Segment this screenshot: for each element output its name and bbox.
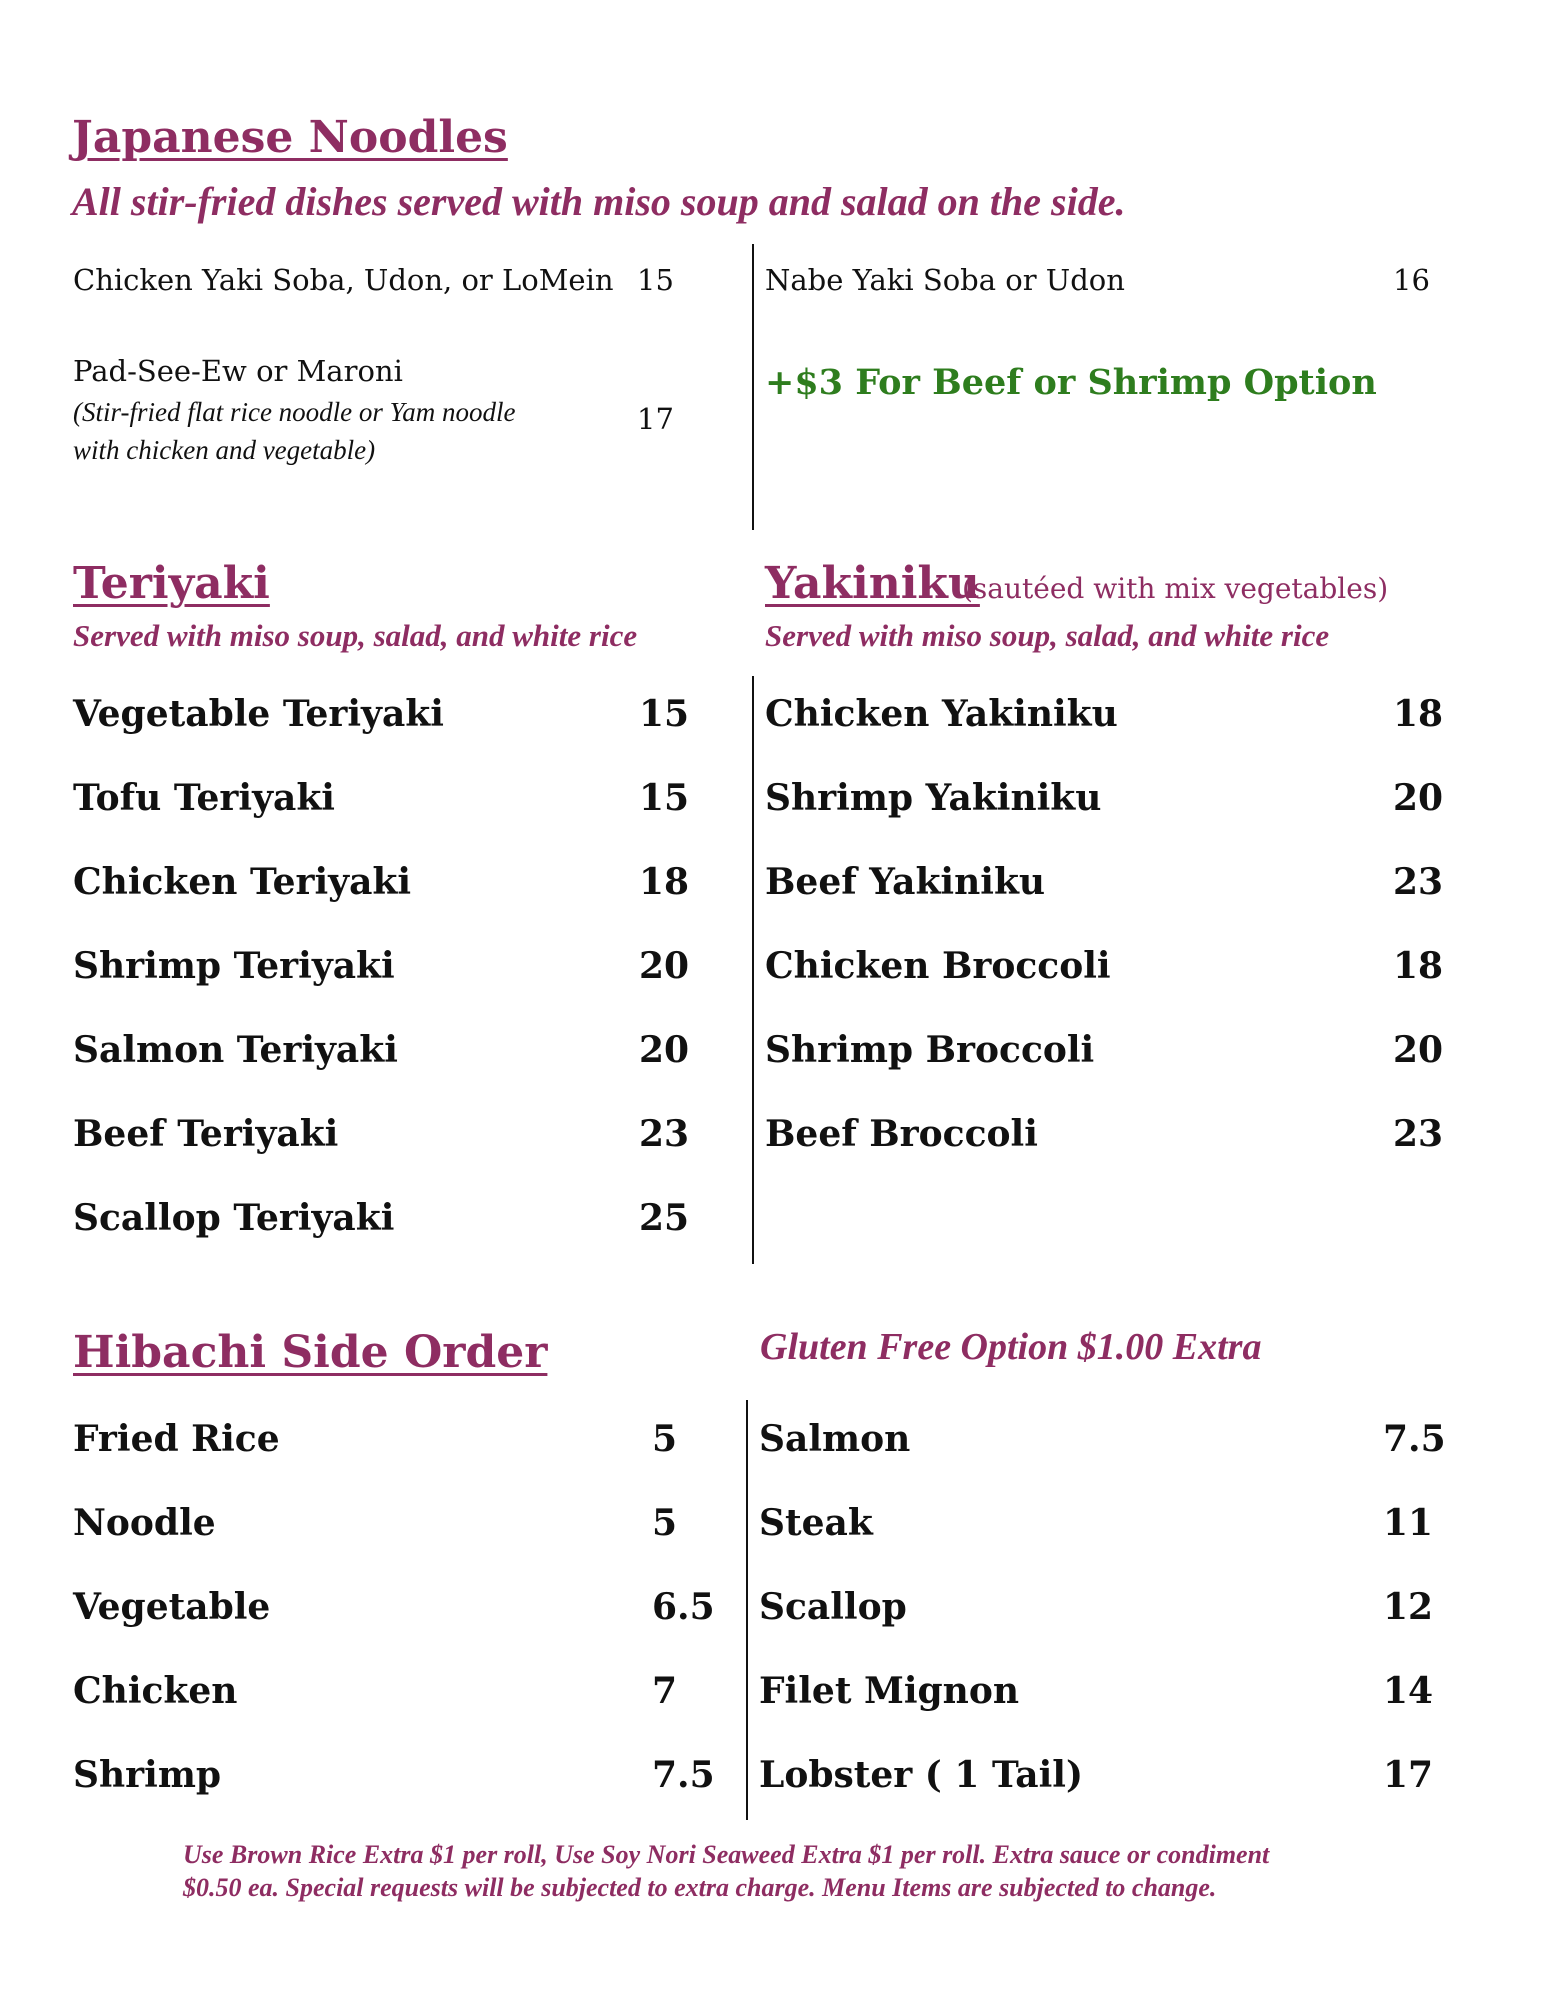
list-item-price: 23 bbox=[1393, 1113, 1444, 1155]
list-item-name: Shrimp Broccoli bbox=[765, 1029, 1095, 1071]
list-item-name: Scallop Teriyaki bbox=[73, 1197, 395, 1239]
column-divider bbox=[752, 676, 754, 1264]
list-item-name: Scallop bbox=[759, 1586, 907, 1628]
list-item-price: 7.5 bbox=[1383, 1418, 1446, 1460]
list-item-price: 11 bbox=[1383, 1502, 1434, 1544]
list-item-price: 7 bbox=[652, 1670, 678, 1712]
list-item-price: 23 bbox=[1393, 861, 1444, 903]
noodles-item-price: 17 bbox=[637, 402, 674, 436]
noodles-item-chicken-yaki-soba: Chicken Yaki Soba, Udon, or LoMein bbox=[73, 263, 614, 297]
teriyaki-heading: Teriyaki bbox=[73, 558, 270, 609]
list-item-name: Shrimp Teriyaki bbox=[73, 945, 395, 987]
noodles-item-description: with chicken and vegetable) bbox=[73, 435, 376, 465]
list-item-name: Beef Yakiniku bbox=[765, 861, 1046, 903]
list-item-price: 20 bbox=[639, 1029, 690, 1071]
noodles-item-pad-see-ew: Pad-See-Ew or Maroni bbox=[73, 354, 403, 388]
list-item-name: Filet Mignon bbox=[759, 1670, 1020, 1712]
list-item-name: Chicken bbox=[73, 1670, 238, 1712]
noodles-item-price: 15 bbox=[637, 263, 674, 297]
noodles-item-price: 16 bbox=[1393, 263, 1430, 297]
list-item-price: 20 bbox=[1393, 1029, 1444, 1071]
list-item-price: 20 bbox=[639, 945, 690, 987]
list-item-price: 20 bbox=[1393, 777, 1444, 819]
column-divider bbox=[752, 244, 754, 530]
footer-note-line2: $0.50 ea. Special requests will be subjected to extra charge. Menu Items are subjected to change. bbox=[183, 1873, 1217, 1902]
list-item-price: 15 bbox=[639, 777, 690, 819]
list-item-price: 12 bbox=[1383, 1586, 1434, 1628]
list-item-name: Noodle bbox=[73, 1502, 216, 1544]
list-item-name: Chicken Yakiniku bbox=[765, 693, 1118, 735]
list-item-price: 15 bbox=[639, 693, 690, 735]
noodles-heading: Japanese Noodles bbox=[72, 112, 508, 163]
list-item-name: Beef Teriyaki bbox=[73, 1113, 339, 1155]
list-item-name: Vegetable Teriyaki bbox=[73, 693, 444, 735]
list-item-name: Steak bbox=[759, 1502, 873, 1544]
list-item-price: 25 bbox=[639, 1197, 690, 1239]
hibachi-heading: Hibachi Side Order bbox=[73, 1327, 548, 1378]
list-item-name: Chicken Broccoli bbox=[765, 945, 1111, 987]
list-item-price: 6.5 bbox=[652, 1586, 715, 1628]
list-item-name: Salmon Teriyaki bbox=[73, 1029, 398, 1071]
list-item-name: Vegetable bbox=[73, 1586, 271, 1628]
list-item-name: Salmon bbox=[759, 1418, 911, 1460]
noodles-subtitle: All stir-fried dishes served with miso soup and salad on the side. bbox=[72, 179, 1126, 224]
list-item-price: 5 bbox=[652, 1502, 678, 1544]
list-item-name: Tofu Teriyaki bbox=[73, 777, 335, 819]
list-item-price: 17 bbox=[1383, 1754, 1434, 1796]
list-item-name: Shrimp bbox=[73, 1754, 222, 1796]
list-item-name: Beef Broccoli bbox=[765, 1113, 1038, 1155]
gluten-free-note: Gluten Free Option $1.00 Extra bbox=[760, 1326, 1262, 1368]
list-item-price: 18 bbox=[639, 861, 690, 903]
footer-note-line1: Use Brown Rice Extra $1 per roll, Use Soy Nori Seaweed Extra $1 per roll. Extra sauce or condiment bbox=[183, 1840, 1270, 1869]
list-item-name: Fried Rice bbox=[73, 1418, 280, 1460]
yakiniku-subtitle: Served with miso soup, salad, and white rice bbox=[765, 618, 1330, 653]
beef-shrimp-option: +$3 For Beef or Shrimp Option bbox=[765, 362, 1377, 403]
list-item-price: 18 bbox=[1393, 693, 1444, 735]
noodles-item-nabe-yaki: Nabe Yaki Soba or Udon bbox=[765, 263, 1125, 297]
list-item-price: 18 bbox=[1393, 945, 1444, 987]
list-item-price: 14 bbox=[1383, 1670, 1434, 1712]
list-item-name: Chicken Teriyaki bbox=[73, 861, 412, 903]
list-item-name: Shrimp Yakiniku bbox=[765, 777, 1102, 819]
list-item-price: 5 bbox=[652, 1418, 678, 1460]
yakiniku-heading-note: (sautéed with mix vegetables) bbox=[962, 572, 1389, 605]
list-item-name: Lobster ( 1 Tail) bbox=[759, 1754, 1083, 1796]
noodles-item-description: (Stir-fried flat rice noodle or Yam noodle bbox=[73, 397, 516, 427]
teriyaki-subtitle: Served with miso soup, salad, and white rice bbox=[73, 618, 638, 653]
yakiniku-heading: Yakiniku bbox=[765, 558, 980, 609]
column-divider bbox=[746, 1400, 748, 1820]
list-item-price: 23 bbox=[639, 1113, 690, 1155]
list-item-price: 7.5 bbox=[652, 1754, 715, 1796]
